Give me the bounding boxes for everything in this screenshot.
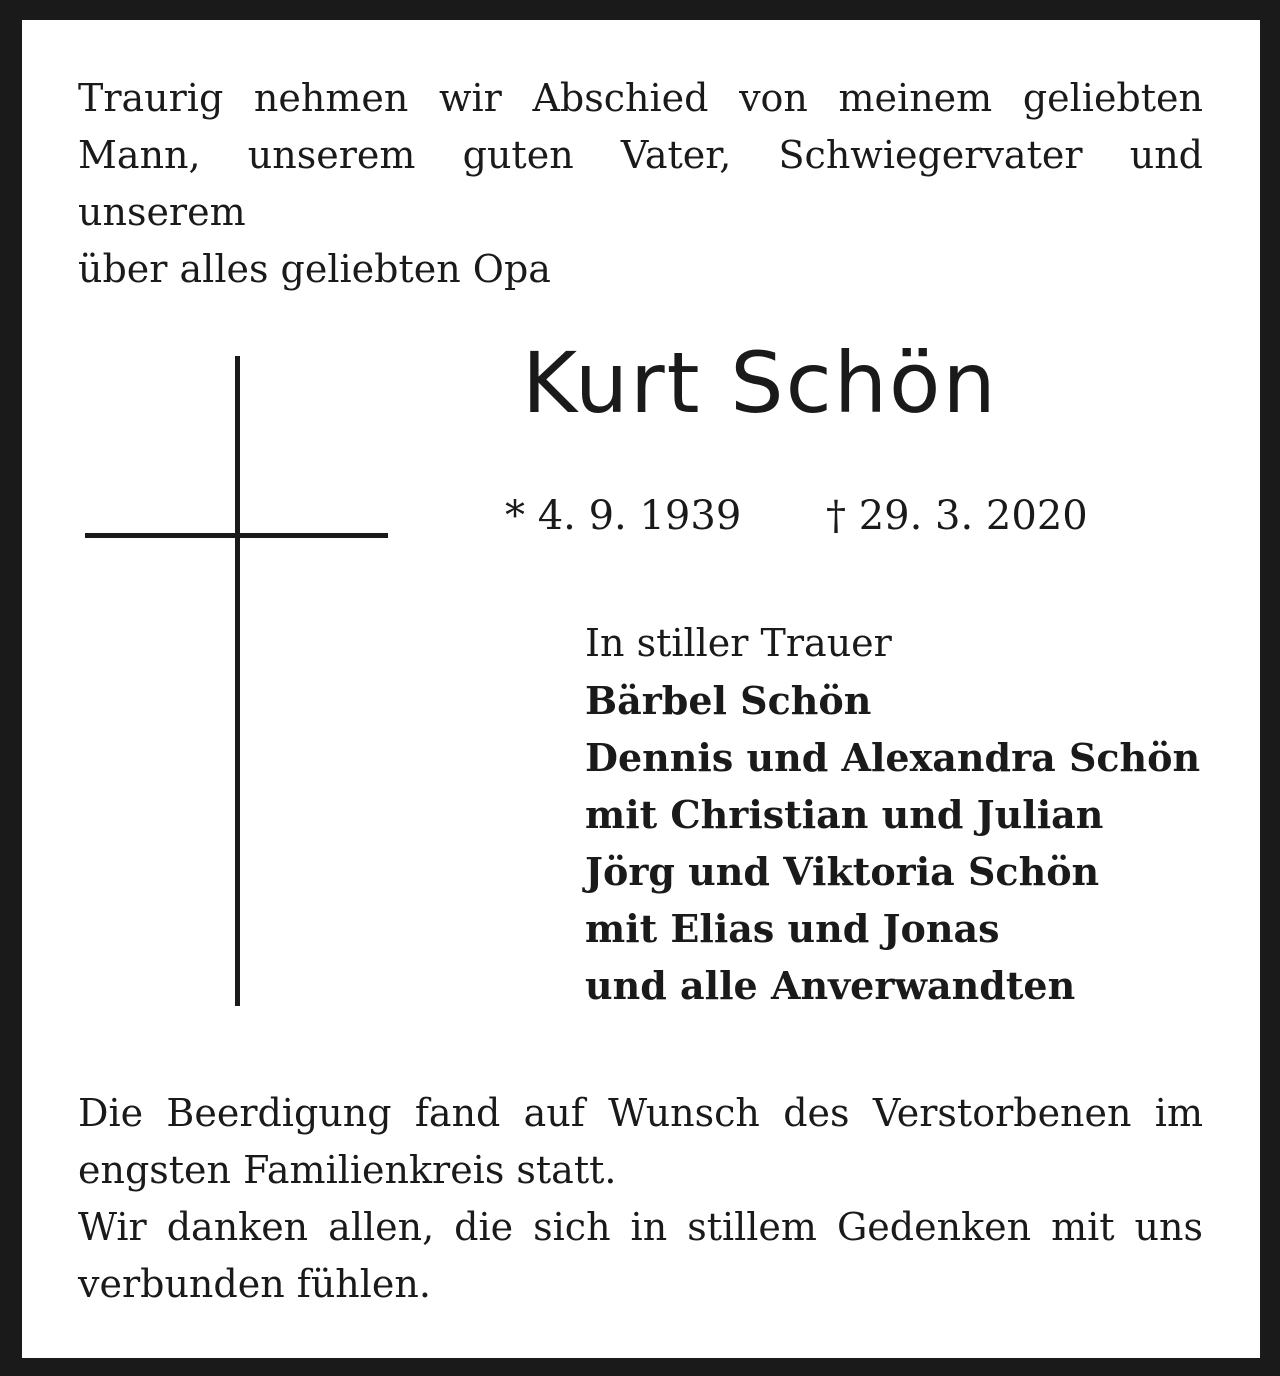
intro-line: über alles geliebten Opa xyxy=(78,247,551,291)
mourner-name: Bärbel Schön xyxy=(585,678,872,723)
intro-line: Mann, unserem guten Vater, Schwiegervater und unserem xyxy=(78,133,1203,234)
mourner-name: Jörg und Viktoria Schön xyxy=(585,849,1100,894)
intro-text xyxy=(78,70,1203,298)
closing-line: Wir danken allen, die sich in stillem Gedenken mit uns xyxy=(78,1205,1203,1249)
closing-line: verbunden fühlen. xyxy=(78,1262,431,1306)
mourners-list xyxy=(585,615,1200,1014)
closing-line: engsten Familienkreis statt. xyxy=(78,1148,617,1192)
closing-text xyxy=(78,1085,1203,1313)
mourner-name: und alle Anverwandten xyxy=(585,963,1076,1008)
mourner-name: Dennis und Alexandra Schön xyxy=(585,735,1201,780)
deceased-name: Kurt Schön xyxy=(522,334,998,432)
closing-line: Die Beerdigung fand auf Wunsch des Verstorbenen im xyxy=(78,1091,1203,1135)
intro-line: Traurig nehmen wir Abschied von meinem geliebten xyxy=(78,76,1203,120)
cross-icon-vertical xyxy=(235,356,240,1006)
death-date: † 29. 3. 2020 xyxy=(826,493,1088,539)
mourner-name: mit Christian und Julian xyxy=(585,792,1104,837)
mourners-lead: In stiller Trauer xyxy=(585,621,892,665)
cross-icon-horizontal xyxy=(85,533,388,538)
birth-date: * 4. 9. 1939 xyxy=(505,493,742,539)
mourner-name: mit Elias und Jonas xyxy=(585,906,1000,951)
